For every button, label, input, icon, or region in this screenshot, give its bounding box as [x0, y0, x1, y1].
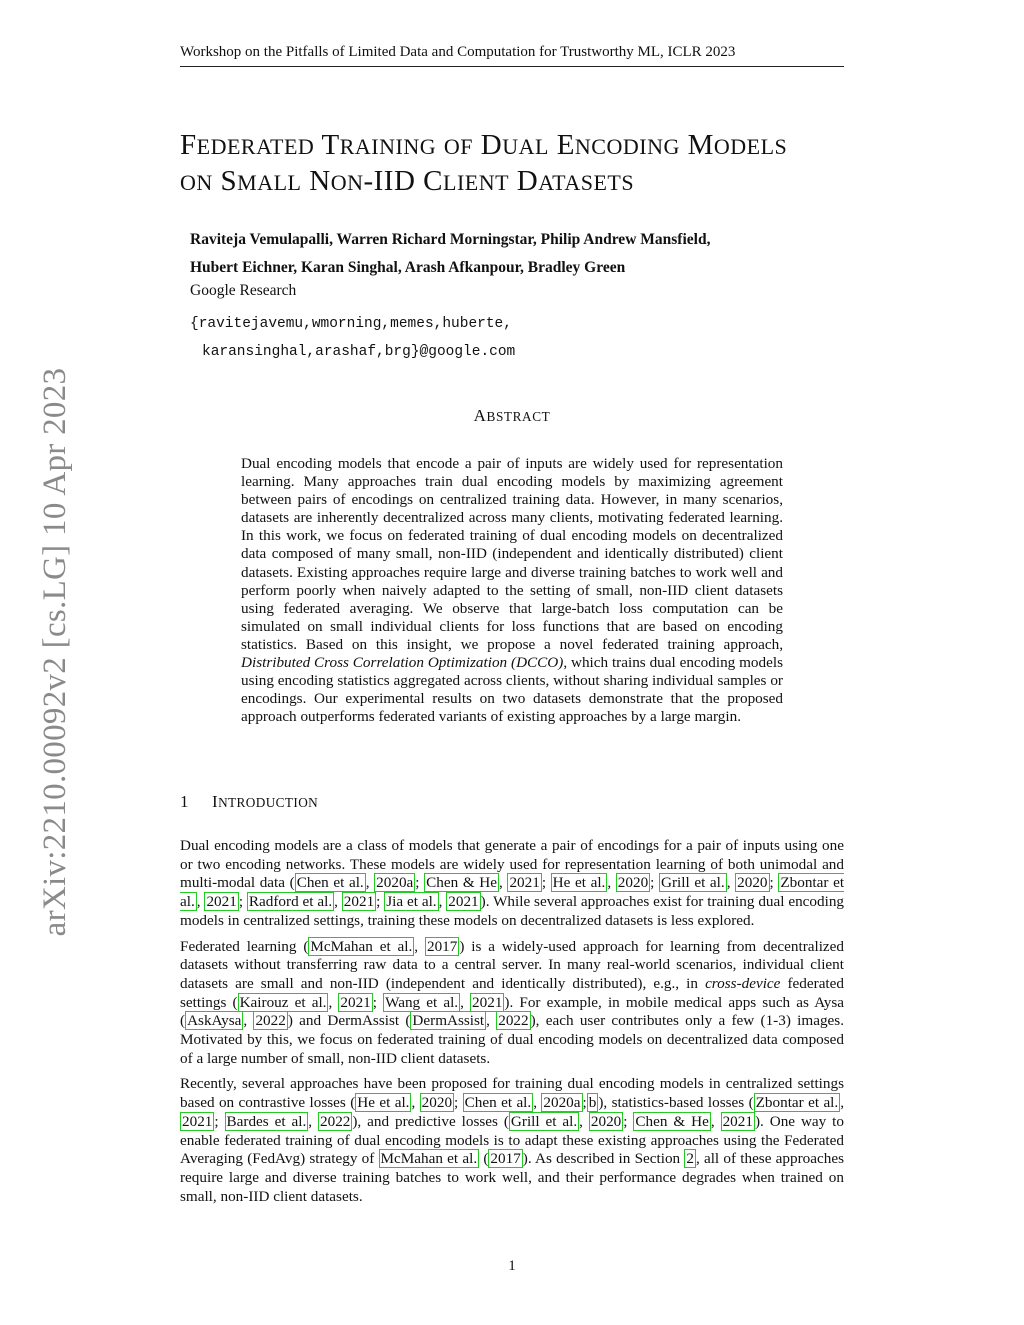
abstract-body: Dual encoding models that encode a pair of inputs are widely used for representation learning. Many approaches train dual encoding models by maximizing agreement between pairs of encodings on centralized training data. However, in many scenarios, datasets are inherently decentralized across many clients, motivating federated learning. In this work, we focus on federated training of dual encoding models on decentralized data composed of many small, non-IID (independent and identically distributed) client datasets. Existing approaches require large and diverse training batches to work well and perform poorly when naively adapted to the setting of small, non-IID client datasets using federated averaging. We observe that large-batch loss computation can be simulated on small individual clients for loss functions that are based on encoding statistics. Based on this insight, we propose a novel federated training approach, Distributed Cross Correlation Optimization (DCCO), which trains dual encoding models using encoding statistics aggregated across clients, without sharing individual samples or encodings. Our experimental results on two datasets demonstrate that the proposed approach outperforms federated variants of existing approaches by a large margin. [241, 455, 783, 726]
citation-link[interactable]: He et al. [357, 1094, 410, 1112]
citation-link[interactable]: 2022 [498, 1012, 529, 1030]
title-word-smallcaps: NCODING [574, 134, 680, 159]
authors-line-2: Hubert Eichner, Karan Singhal, Arash Afkanpour, Bradley Green [190, 259, 626, 276]
citation-link[interactable]: Grill et al. [661, 874, 725, 892]
citation-link[interactable]: 2021 [340, 993, 371, 1011]
title-word-smallcaps: ATASETS [538, 170, 635, 195]
citation-link[interactable]: DermAssist [412, 1012, 485, 1030]
heading-capital: A [473, 406, 487, 425]
title-word-smallcaps: OF [443, 134, 474, 159]
citation-link[interactable]: Chen et al. [464, 1094, 532, 1112]
citation-link[interactable]: Chen & He [426, 874, 497, 892]
paragraph: Recently, several approaches have been proposed for training dual encoding models in centralized settings based on contrastive losses ( He et al. , 2020 ; Chen et al. , 2020a ; b ), statistics-based losses ( Zbontar et al. , 2021 ; Bardes et al. , 2022 ), and predictive losses ( Grill et al. , 2020 ; Chen & He , 2021 ). One way to enable federated training of dual encoding models is to adapt these existing approaches using the Federated Averaging (FedAvg) strategy of McMahan et al. ( 2017 ). As described in Section 2 , all of these approaches require large and diverse training batches to work well, and their performance degrades when trained on small, non-IID client datasets. [180, 1075, 844, 1205]
citation-link[interactable]: Radford et al. [248, 893, 333, 911]
authors-line-1: Raviteja Vemulapalli, Warren Richard Morningstar, Philip Andrew Mansfield, [190, 231, 711, 248]
citation-link[interactable]: Zbontar et al. [180, 874, 845, 911]
title-word-capital: C [423, 165, 443, 197]
abstract-heading [0, 406, 1024, 426]
title-word-capital: D [516, 165, 539, 197]
paragraph: Dual encoding models are a class of models that generate a pair of encodings for a pair of inputs using one or two encoding networks. These models are widely used for representation learning of both unimodal and multi-modal data ( Chen et al. , 2020a ; Chen & He , 2021 ; He et al. , 2020 ; Grill et al. , 2020 ; Zbontar et al. , 2021 ; Radford et al. , 2021 ; Jia et al. , 2021 ). While several approaches exist for training dual encoding models in centralized settings, training these models on decentralized datasets is less explored. [180, 837, 845, 929]
citation-link[interactable]: 2021 [509, 874, 540, 892]
title-word-capital: N [309, 165, 331, 197]
title-word-capital: S [220, 165, 238, 197]
citation-link[interactable]: AskAysa [187, 1012, 242, 1030]
running-header: Workshop on the Pitfalls of Limited Data and Computation for Trustworthy ML, ICLR 2023 [180, 44, 844, 67]
citation-link[interactable]: 2021 [182, 1112, 213, 1130]
emphasis-text: Distributed Cross Correlation Optimization (DCCO) [241, 654, 564, 672]
abstract-heading-text [474, 406, 551, 425]
citation-link[interactable]: 2020a [543, 1094, 581, 1112]
section-heading [180, 792, 318, 812]
title-word-capital: F [180, 129, 197, 161]
emphasis-text: cross-device [705, 974, 781, 992]
citation-link[interactable]: 2021 [206, 893, 237, 911]
title-line-content [180, 129, 787, 161]
citation-link[interactable]: Wang et al. [385, 993, 459, 1011]
citation-link[interactable]: McMahan et al. [380, 1150, 478, 1168]
citation-link[interactable]: 2022 [255, 1012, 286, 1030]
title-word-capital: T [321, 129, 340, 161]
title-word-capital: M [687, 129, 714, 161]
title-word-smallcaps: ODELS [713, 134, 788, 159]
title-word-smallcaps: ON [180, 170, 213, 195]
citation-link[interactable]: Grill et al. [510, 1112, 578, 1130]
title-word-smallcaps: EDERATED [196, 134, 315, 159]
title-word-smallcaps: RAINING [339, 134, 437, 159]
title-word-smallcaps: MALL [237, 170, 302, 195]
emails-line-2: karansinghal,arashaf,brg}@google.com [202, 344, 516, 360]
title-word-capital: -IID [363, 165, 416, 197]
citation-link[interactable]: 2022 [320, 1112, 351, 1130]
citation-link[interactable]: Kairouz et al. [239, 993, 327, 1011]
citation-link[interactable]: 2021 [722, 1112, 753, 1130]
citation-link[interactable]: 2020a [376, 874, 414, 892]
citation-link[interactable]: 2020 [617, 874, 649, 892]
citation-link[interactable]: 2017 [490, 1150, 521, 1168]
title-line-2 [180, 164, 880, 200]
citation-link[interactable]: Zbontar et al. [755, 1094, 839, 1112]
citation-link[interactable]: 2021 [472, 993, 503, 1011]
citation-link[interactable]: Chen & He [635, 1112, 709, 1130]
citation-link[interactable]: 2020 [421, 1094, 453, 1112]
heading-smallcaps: NTRODUCTION [218, 795, 319, 810]
title-word-smallcaps: ON [330, 170, 364, 195]
citation-link[interactable]: Chen et al. [296, 874, 364, 892]
author-list [190, 226, 830, 282]
citation-link[interactable]: 2021 [448, 893, 479, 911]
section-title [212, 792, 318, 811]
citation-link[interactable]: He et al. [552, 874, 606, 892]
citation-link[interactable]: 2021 [343, 893, 375, 911]
citation-link[interactable]: Jia et al. [386, 893, 437, 911]
arxiv-identifier-stamp: arXiv:2210.00092v2 [cs.LG] 10 Apr 2023 [37, 367, 73, 937]
citation-link[interactable]: 2020 [737, 874, 768, 892]
citation-link[interactable]: Bardes et al. [226, 1112, 307, 1130]
citation-link[interactable]: 2020 [590, 1112, 622, 1130]
affiliation: Google Research [190, 282, 297, 299]
heading-smallcaps: BSTRACT [486, 409, 551, 424]
paper-title [180, 128, 880, 200]
heading-capital: I [212, 792, 219, 811]
emails-line-1: {ravitejavemu,wmorning,memes,huberte, [190, 316, 512, 332]
introduction-body [180, 837, 844, 1213]
author-emails [190, 310, 515, 366]
title-word-smallcaps: UAL [502, 134, 549, 159]
title-word-smallcaps: LIENT [443, 170, 510, 195]
page-number: 1 [508, 1258, 516, 1274]
citation-link[interactable]: 2 [686, 1150, 694, 1168]
citation-link[interactable]: 2017 [426, 937, 458, 955]
title-line-content [180, 165, 634, 197]
paragraph: Federated learning ( McMahan et al. , 2017 ) is a widely-used approach for learning from decentralized datasets without transferring raw data to a central server. In many real-world scenarios, individual client datasets are small and non-IID (independent and identically distributed), e.g., in cross-device federated settings ( Kairouz et al. , 2021 ; Wang et al. , 2021 ). For example, in mobile medical apps such as Aysa ( AskAysa , 2022 ) and DermAssist ( DermAssist , 2022 ), each user contributes only a few (1-3) images. Motivated by this, we focus on federated training of dual encoding models on decentralized data composed of a large number of small, non-IID client datasets. [180, 937, 845, 1067]
title-line-1 [180, 128, 880, 164]
title-word-capital: D [480, 129, 503, 161]
citation-link[interactable]: b [588, 1094, 597, 1112]
title-word-capital: E [556, 129, 575, 161]
citation-link[interactable]: McMahan et al. [310, 937, 413, 955]
section-number: 1 [180, 792, 189, 811]
